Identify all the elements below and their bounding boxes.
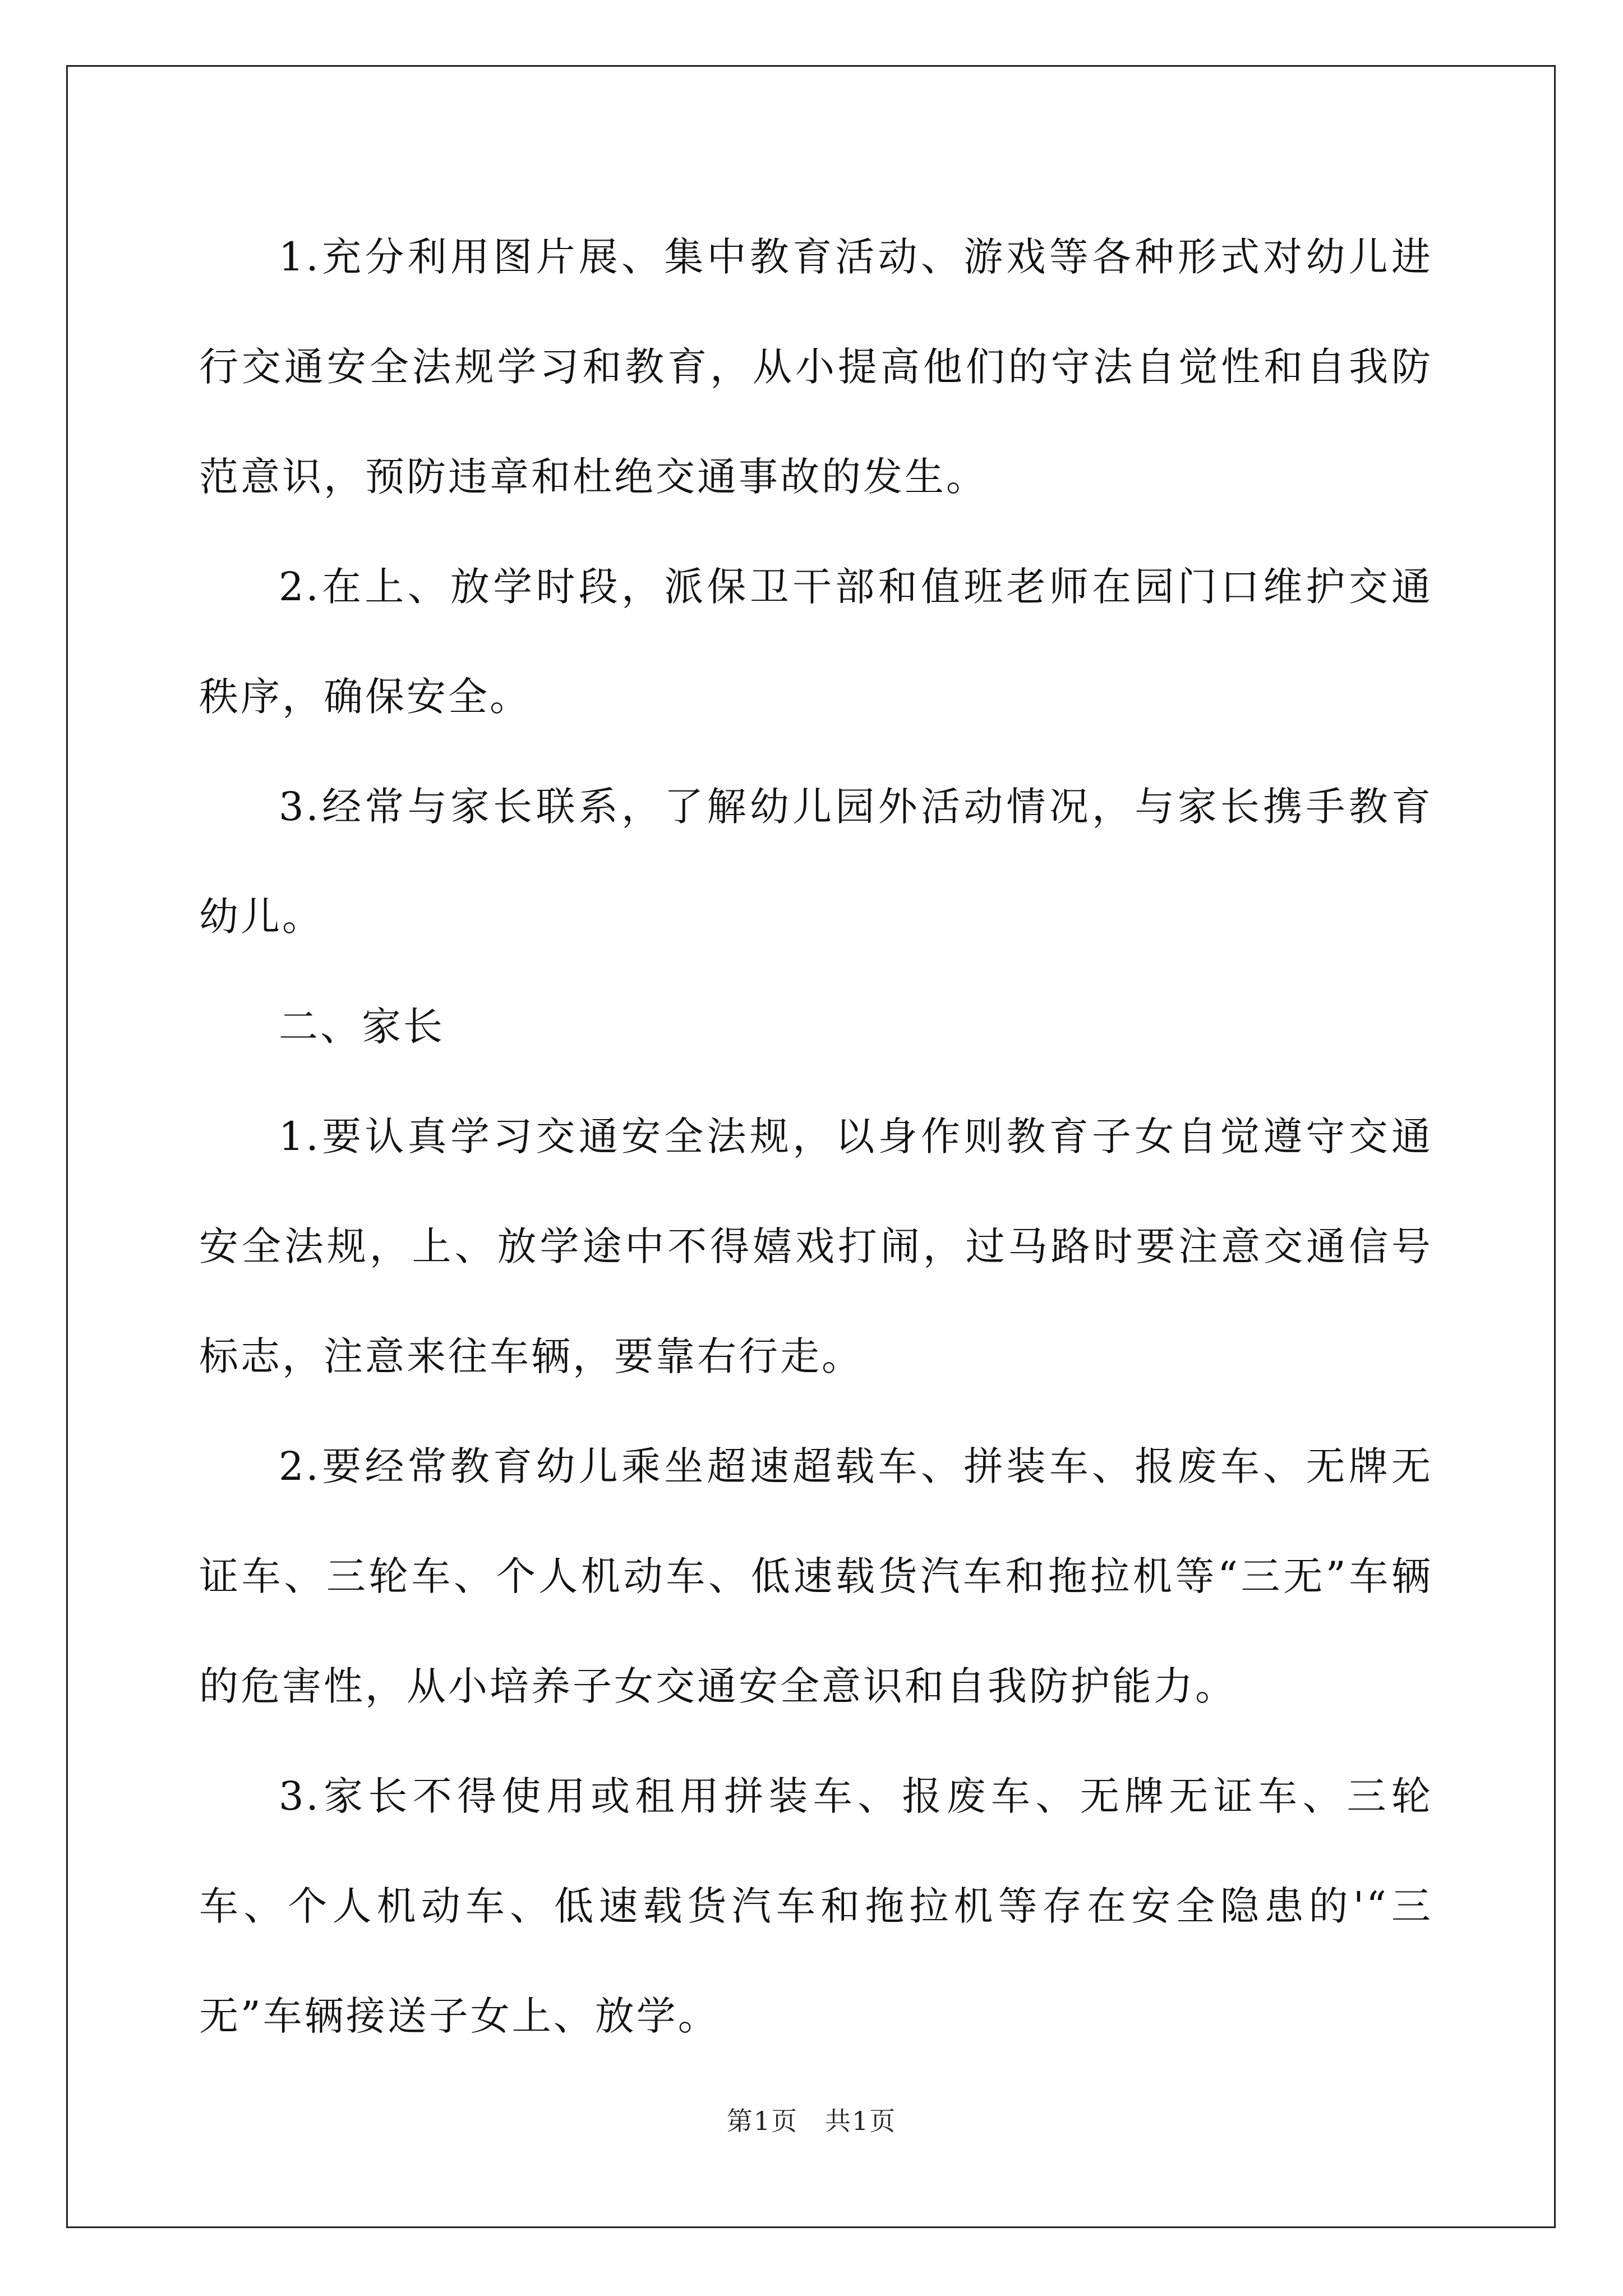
paragraph-1: 1.充分利用图片展、集中教育活动、游戏等各种形式对幼儿进行交通安全法规学习和教育，从小提高他们的守法自觉性和自我防范意识，预防违章和杜绝交通事故的发生。 bbox=[199, 234, 1433, 500]
document-body bbox=[199, 202, 1433, 2071]
paragraph-6: 3.家长不得使用或租用拼装车、报废车、无牌无证车、三轮车、个人机动车、低速载货汽车和拖拉机等存在安全隐患的'“三无”车辆接送子女上、放学。 bbox=[199, 1773, 1433, 2039]
paragraph-5: 2.要经常教育幼儿乘坐超速超载车、拼装车、报废车、无牌无证车、三轮车、个人机动车、低速载货汽车和拖拉机等“三无”车辆的危害性，从小培养子女交通安全意识和自我防护能力。 bbox=[199, 1443, 1433, 1709]
page-number: 第1页 bbox=[726, 2106, 798, 2136]
page-total: 共1页 bbox=[825, 2106, 897, 2136]
paragraph-3: 3.经常与家长联系，了解幼儿园外活动情况，与家长携手教育幼儿。 bbox=[199, 784, 1433, 940]
paragraph-2: 2.在上、放学时段，派保卫干部和值班老师在园门口维护交通秩序，确保安全。 bbox=[199, 564, 1433, 720]
section-heading: 二、家长 bbox=[279, 1004, 445, 1050]
paragraph-4: 1.要认真学习交通安全法规，以身作则教育子女自觉遵守交通安全法规，上、放学途中不得嬉戏打闹，过马路时要注意交通信号标志，注意来往车辆，要靠右行走。 bbox=[199, 1114, 1433, 1379]
page-footer bbox=[0, 2101, 1623, 2138]
